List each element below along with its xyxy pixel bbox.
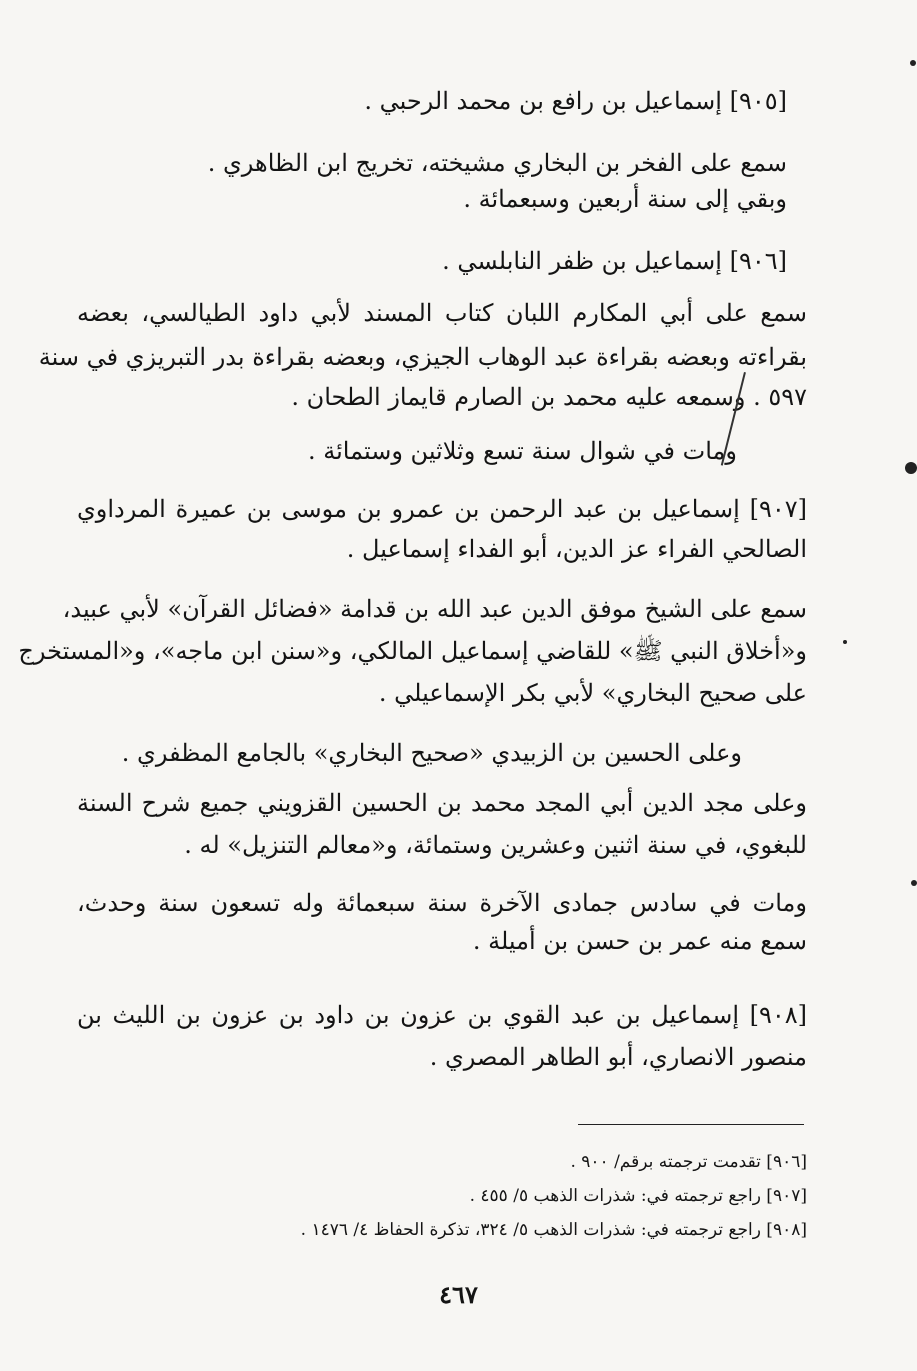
entry-908-text: منصور الانصاري، أبو الطاهر المصري . [429, 1043, 807, 1071]
scan-speck [911, 880, 917, 886]
scan-speck [905, 462, 917, 474]
footnote-divider [578, 1124, 804, 1125]
entry-907-text: و«أخلاق النبي ﷺ» للقاضي إسماعيل المالكي، و«سنن ابن ماجه»، و«المستخرج [18, 637, 807, 665]
entry-905-heading: [٩٠٥] إسماعيل بن رافع بن محمد الرحبي . [364, 87, 787, 115]
entry-906-text: ٥٩٧ . وسمعه عليه محمد بن الصارم قايماز الطحان . [291, 383, 807, 411]
scan-speck [843, 640, 847, 644]
entry-907-text: سمع منه عمر بن حسن بن أميلة . [472, 927, 807, 955]
entry-907-heading: [٩٠٧] إسماعيل بن عبد الرحمن بن عمرو بن موسى بن عميرة المرداوي [77, 495, 807, 523]
scan-speck [910, 60, 916, 66]
entry-906-text: سمع على أبي المكارم اللبان كتاب المسند لأبي داود الطيالسي، بعضه [77, 299, 807, 327]
page-number: ٤٦٧ [439, 1280, 478, 1309]
entry-906-heading: [٩٠٦] إسماعيل بن ظفر النابلسي . [442, 247, 787, 275]
entry-906-text: بقراءته وبعضه بقراءة عبد الوهاب الجيزي، وبعضه بقراءة بدر التبريزي في سنة [38, 343, 807, 371]
entry-907-text: للبغوي، في سنة اثنين وعشرين وستمائة، و«معالم التنزيل» له . [184, 831, 807, 859]
entry-907-text: ومات في سادس جمادى الآخرة سنة سبعمائة وله تسعون سنة وحدث، [77, 889, 807, 917]
footnote-906: [٩٠٦] تقدمت ترجمته برقم/ ٩٠٠ . [570, 1152, 807, 1172]
footnote-907: [٩٠٧] راجع ترجمته في: شذرات الذهب ٥/ ٤٥٥ . [469, 1186, 807, 1206]
entry-907-text: وعلى مجد الدين أبي المجد محمد بن الحسين القزويني جميع شرح السنة [77, 789, 807, 817]
entry-905-text: وبقي إلى سنة أربعين وسبعمائة . [463, 185, 787, 213]
entry-908-heading: [٩٠٨] إسماعيل بن عبد القوي بن عزون بن داود بن عزون بن الليث بن [77, 1001, 807, 1029]
entry-906-text: ومات في شوال سنة تسع وثلاثين وستمائة . [307, 437, 737, 465]
entry-907-text: سمع على الشيخ موفق الدين عبد الله بن قدامة «فضائل القرآن» لأبي عبيد، [62, 595, 807, 623]
entry-905-text: سمع على الفخر بن البخاري مشيخته، تخريج ابن الظاهري . [207, 149, 787, 177]
entry-907-text: وعلى الحسين بن الزبيدي «صحيح البخاري» بالجامع المظفري . [121, 739, 742, 767]
footnote-908: [٩٠٨] راجع ترجمته في: شذرات الذهب ٥/ ٣٢٤، تذكرة الحفاظ ٤/ ١٤٧٦ . [300, 1220, 807, 1240]
entry-907-text: على صحيح البخاري» لأبي بكر الإسماعيلي . [378, 679, 807, 707]
entry-907-text: الصالحي الفراء عز الدين، أبو الفداء إسماعيل . [346, 535, 807, 563]
